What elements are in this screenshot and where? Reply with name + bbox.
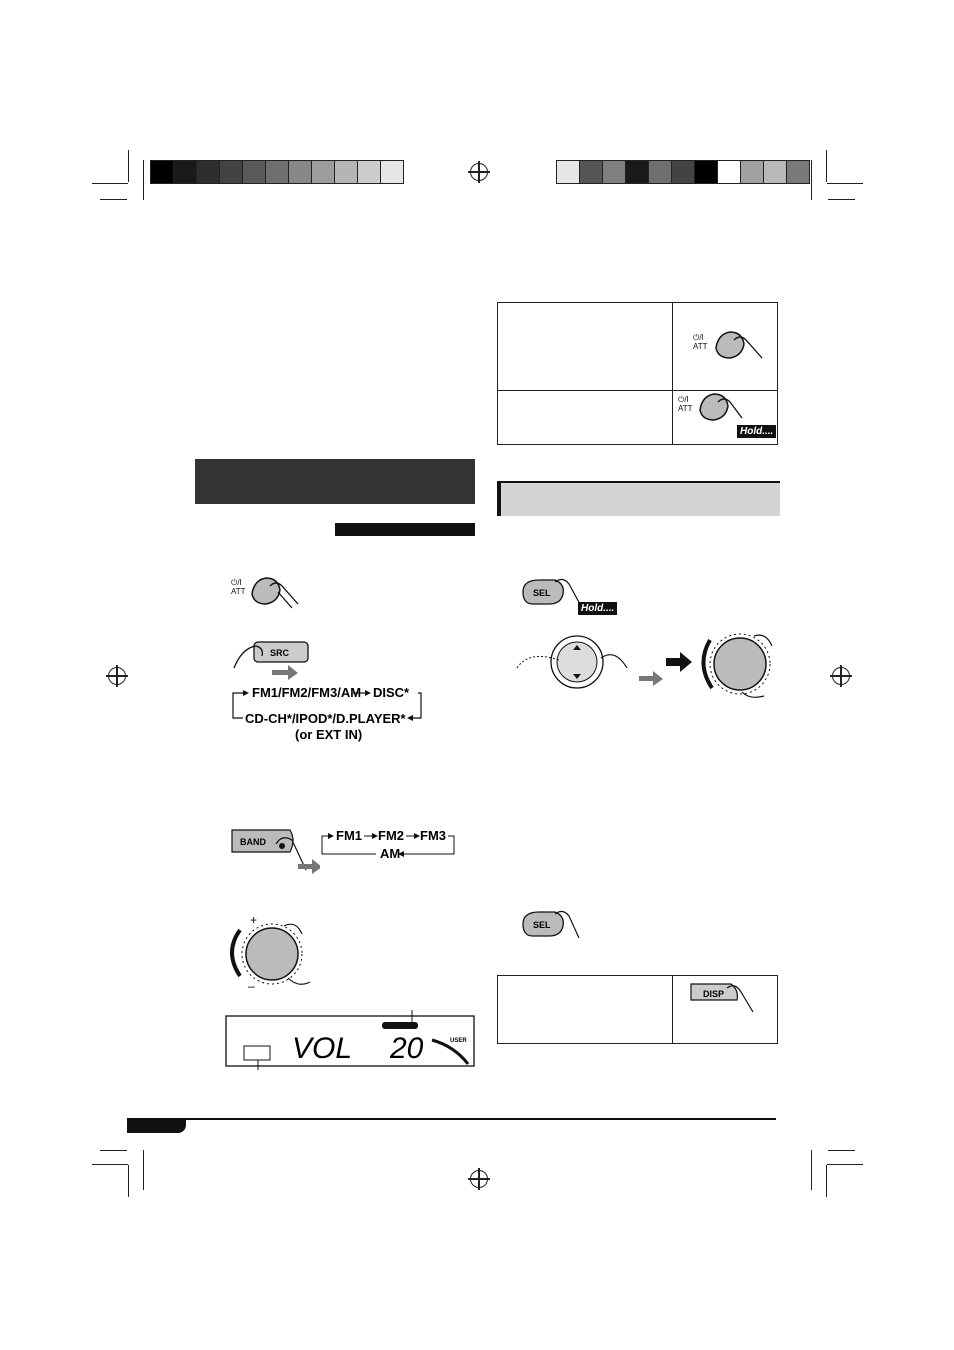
control-dial-icon[interactable]	[698, 626, 778, 701]
crop-mark	[128, 150, 129, 182]
color-swatch	[289, 161, 312, 183]
svg-text:–: –	[248, 979, 255, 993]
band-flow-diagram	[318, 826, 458, 862]
color-swatch	[381, 161, 403, 183]
footer-rule	[127, 1118, 776, 1120]
color-bar-left	[150, 160, 404, 184]
registration-mark-icon	[832, 667, 850, 685]
crop-mark	[828, 199, 855, 200]
src-button-icon[interactable]	[232, 638, 312, 680]
crop-mark	[100, 199, 127, 200]
crop-mark	[128, 1165, 129, 1197]
crop-mark	[100, 1150, 127, 1151]
color-swatch	[220, 161, 243, 183]
color-swatch	[672, 161, 695, 183]
disp-button-icon[interactable]	[687, 978, 757, 1020]
color-swatch	[358, 161, 381, 183]
color-swatch	[741, 161, 764, 183]
control-pad-icon[interactable]	[515, 628, 665, 698]
svg-text:FM1/FM2/FM3/AM: FM1/FM2/FM3/AM	[252, 685, 362, 700]
color-swatch	[787, 161, 809, 183]
registration-mark-icon	[470, 163, 488, 181]
hold-badge: Hold....	[578, 602, 617, 615]
svg-text:FM3: FM3	[420, 828, 446, 843]
color-swatch	[649, 161, 672, 183]
crop-mark	[826, 1165, 827, 1197]
crop-mark	[827, 183, 863, 184]
svg-text:(or EXT IN): (or EXT IN)	[295, 727, 363, 742]
color-swatch	[174, 161, 197, 183]
hold-badge: Hold....	[737, 425, 776, 438]
band-button-icon[interactable]	[230, 824, 320, 874]
lcd-vol-value: 20	[390, 1032, 424, 1065]
source-flow-diagram	[225, 685, 435, 745]
color-swatch	[764, 161, 787, 183]
svg-text:FM1: FM1	[336, 828, 362, 843]
color-swatch	[312, 161, 335, 183]
svg-text:BAND: BAND	[240, 837, 266, 847]
subsection-header-bar	[335, 523, 475, 536]
registration-mark-icon	[470, 1170, 488, 1188]
svg-text:FM2: FM2	[378, 828, 404, 843]
color-swatch	[335, 161, 358, 183]
crop-mark	[143, 160, 144, 200]
color-swatch	[603, 161, 626, 183]
svg-text:USER: USER	[450, 1038, 467, 1044]
svg-text:+: +	[250, 913, 258, 927]
color-bar-right	[556, 160, 810, 184]
color-swatch	[695, 161, 718, 183]
crop-mark	[92, 183, 128, 184]
page-number-tab	[127, 1118, 186, 1133]
svg-text:DISC*: DISC*	[373, 685, 410, 700]
section-header-bar-light	[497, 481, 780, 516]
crop-mark	[827, 1164, 863, 1165]
src-label: SRC	[270, 648, 290, 658]
crop-mark	[143, 1150, 144, 1190]
color-swatch	[243, 161, 266, 183]
svg-text:DISP: DISP	[703, 989, 725, 999]
att-power-label: ⏻/I ATT	[693, 333, 708, 351]
att-power-label: ⏻/I ATT	[231, 578, 246, 596]
color-swatch	[557, 161, 580, 183]
att-power-label: ⏻/I ATT	[678, 395, 693, 413]
color-swatch	[580, 161, 603, 183]
svg-text:AM: AM	[380, 846, 401, 861]
crop-mark	[828, 1150, 855, 1151]
arrow-right-icon	[664, 650, 694, 674]
section-header-bar	[195, 459, 475, 504]
volume-knob-icon[interactable]	[222, 912, 312, 994]
crop-mark	[811, 1150, 812, 1190]
color-swatch	[718, 161, 741, 183]
crop-mark	[826, 150, 827, 182]
att-button-icon[interactable]	[248, 572, 308, 612]
svg-text:SEL: SEL	[533, 588, 551, 598]
lcd-vol-text: VOL	[292, 1032, 353, 1065]
lcd-display	[222, 1010, 478, 1070]
color-swatch	[151, 161, 174, 183]
svg-text:SEL: SEL	[533, 920, 551, 930]
att-button-icon[interactable]	[696, 388, 756, 428]
sel-button-icon[interactable]	[519, 906, 589, 946]
registration-mark-icon	[108, 667, 126, 685]
color-swatch	[266, 161, 289, 183]
svg-text:CD-CH*/IPOD*/D.PLAYER*: CD-CH*/IPOD*/D.PLAYER*	[245, 711, 406, 726]
crop-mark	[811, 160, 812, 200]
color-swatch	[197, 161, 220, 183]
att-button-icon[interactable]	[712, 326, 772, 366]
color-swatch	[626, 161, 649, 183]
crop-mark	[92, 1164, 128, 1165]
